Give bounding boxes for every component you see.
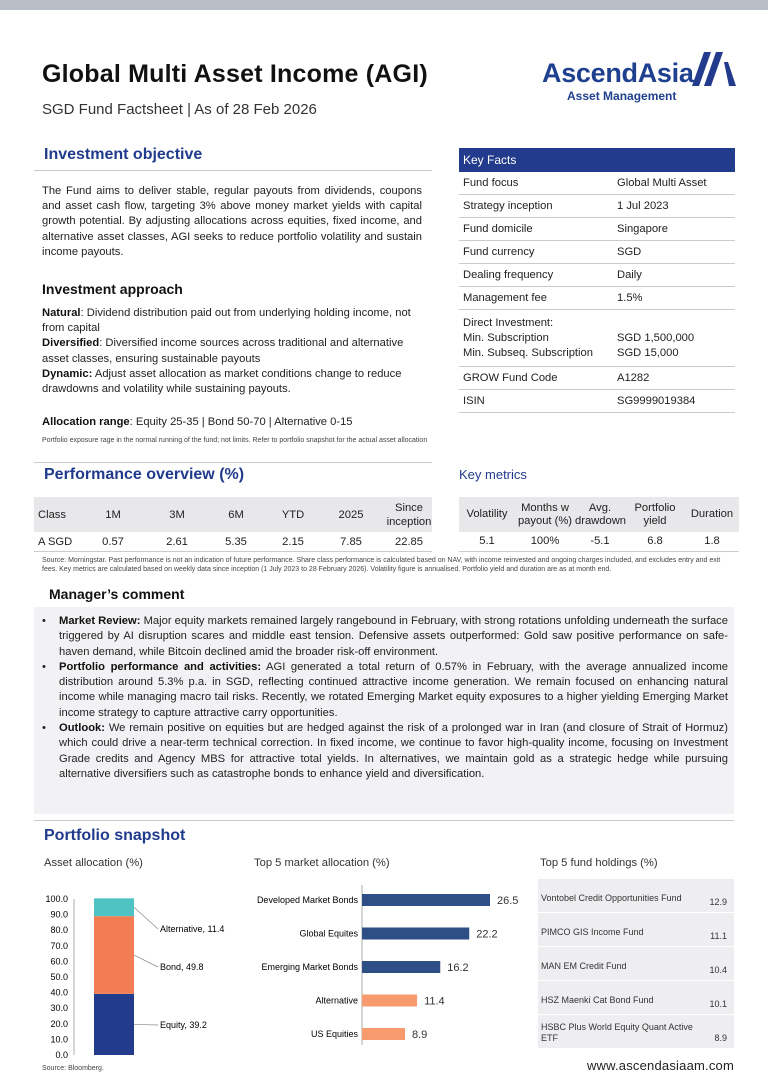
holding-value: 12.9 (709, 897, 727, 907)
table-cell: A SGD (38, 535, 73, 548)
top-bar (0, 0, 768, 10)
y-tick-label: 50.0 (50, 972, 68, 982)
approach-label: Diversified (42, 337, 100, 350)
y-tick-label: 70.0 (50, 940, 68, 951)
key-metrics-heading: Key metrics (459, 467, 527, 482)
fact-key: Strategy inception (463, 200, 553, 212)
asset-allocation-title: Asset allocation (%) (44, 857, 143, 869)
company-logo (540, 50, 740, 110)
logo-subtitle: Asset Management (567, 89, 677, 103)
fund-holdings-table (538, 879, 734, 1049)
approach-label: Natural (42, 307, 81, 319)
table-row (538, 1015, 734, 1049)
y-tick-label: 20.0 (50, 1018, 68, 1029)
source-note: Source: Morningstar. Past performance is not an indication of future performance. Share class performance is calculated based on NAV, with income reinvested and ongoing charges included, and excludes entry and exit fees. Key metrics are calculated based on weekly data since inception (1 July 2023 to 28 February 2026). Volatility figure is annualised. Portfolio yield and duration are as at month end. (42, 557, 721, 573)
approach-text: : Diversified income sources across traditional and alternative asset classes, ensuring sustainable payouts (42, 337, 404, 365)
table-cell: 7.85 (340, 535, 362, 548)
y-tick-label: 40.0 (50, 987, 68, 998)
holding-value: 10.4 (709, 965, 727, 975)
category-label: Emerging Market Bonds (261, 962, 358, 972)
comment-text: We remain positive on equities but are hedged against the risk of a prolonged war in Iran (and closure of Strait of Hormuz) which could drive a near-term technical correction. In fixed income, we continue to favor high-quality income, focusing on Investment Grade credits and Agency MBS for attractive total yields. In alternatives, we maintain gold as a strategic hedge while pursuing alternative diversifiers such as catastrophe bonds to enhance yield and diversification. (59, 722, 728, 780)
table-row (538, 879, 734, 913)
fact-value-line: SGD 15,000 (617, 347, 679, 359)
column-header: Months w payout (%) (517, 501, 573, 527)
table-cell: 100% (530, 535, 560, 547)
column-header: Avg. drawdown (575, 501, 626, 527)
table-cell: 2.61 (166, 535, 188, 548)
fact-value: 1 Jul 2023 (617, 200, 669, 212)
comment-label: Outlook: (59, 722, 105, 735)
table-row (459, 264, 735, 287)
data-label: 22.2 (476, 928, 498, 941)
approach-heading: Investment approach (42, 281, 183, 297)
holding-value: 8.9 (714, 1033, 727, 1043)
fact-key: Dealing frequency (463, 269, 554, 281)
list-item (42, 660, 728, 721)
bar-segment-alternative (94, 898, 134, 916)
column-header: Portfolio yield (634, 501, 676, 527)
table-cell: 5.1 (479, 535, 495, 547)
market-allocation-title: Top 5 market allocation (%) (254, 857, 390, 869)
key-metrics-table (459, 497, 739, 552)
table-row (459, 218, 735, 241)
fact-value: Daily (617, 269, 642, 281)
leader-line (134, 955, 158, 967)
table-cell: 1.8 (704, 535, 720, 547)
comment-text: Major equity markets remained largely rangebound in February, with strong rotations unfolding underneath the surface triggered by AI disruption scares and middle east tension. Defensive assets outperformed: Gold saw positive performance on safe-haven demand, while Bitcoin declined amid the broader risk-off environment. (59, 615, 728, 658)
table-row (538, 981, 734, 1015)
fact-key: Fund currency (463, 246, 535, 258)
fact-key (459, 316, 613, 361)
bar (362, 961, 440, 973)
fact-value: SGD (617, 246, 642, 258)
divider (34, 462, 432, 463)
column-header: 1M (105, 508, 121, 521)
y-tick-label: 100.0 (45, 894, 68, 904)
table-cell: 0.57 (102, 535, 124, 548)
y-tick-label: 80.0 (50, 925, 68, 936)
fact-value: A1282 (617, 372, 650, 384)
table-cell: 5.35 (225, 535, 247, 548)
bar (362, 995, 417, 1007)
comment-text: AGI generated a total return of 0.57% in February, with the average annualized income distribution around 5.3% p.a. in SGD, reflecting continued attractive income generation. We remain focused on enhancing natural income while managing macro tail risks. Recently, we rotated Emerging Market equity exposures to a higher yielding Emerging Market income strategy to capture attractive carry opportunities. (59, 660, 728, 719)
y-tick-label: 0.0 (55, 1050, 68, 1060)
manager-comment-list (42, 614, 728, 782)
bar-segment-bond (94, 916, 134, 994)
bar-segment-equity (94, 994, 134, 1055)
fact-key-line: Min. Subscription (463, 332, 549, 344)
table-row (459, 532, 739, 552)
market-allocation-chart (248, 885, 530, 1055)
table-row (459, 241, 735, 264)
table-row (459, 390, 735, 413)
approach-text: Adjust asset allocation as market conditions change to reduce drawdowns and volatility while sustaining payouts. (42, 367, 402, 396)
table-cell: 2.15 (282, 535, 304, 548)
page-title: Global Multi Asset Income (AGI) (42, 60, 428, 88)
key-facts-table (459, 148, 735, 413)
y-tick-label: 10.0 (50, 1034, 68, 1045)
manager-heading: Manager’s comment (49, 586, 185, 602)
performance-heading: Performance overview (%) (44, 466, 245, 483)
fact-key-line: Direct Investment: (463, 317, 554, 329)
table-row (538, 947, 734, 981)
allocation-text: : Equity 25-35 | Bond 50-70 | Alternative 0-15 (129, 416, 353, 428)
fact-key: Fund focus (463, 177, 519, 189)
table-cell: 22.85 (395, 535, 423, 548)
table-row (459, 195, 735, 218)
page-subtitle: SGD Fund Factsheet | As of 28 Feb 2026 (42, 101, 317, 118)
holding-name: HSBC Plus World Equity Quant Active ETF (541, 1022, 693, 1043)
category-label: US Equities (310, 1029, 358, 1039)
approach-item (42, 306, 426, 336)
bar (362, 894, 490, 906)
column-header: 2025 (338, 508, 364, 521)
category-label: Global Equites (299, 928, 358, 939)
column-header: Duration (690, 508, 734, 520)
bar (362, 1028, 405, 1040)
y-tick-label: 60.0 (50, 956, 68, 967)
table-header (34, 497, 432, 532)
allocation-note: Portfolio exposure rage in the normal running of the fund; not limits. Refer to portfolio snapshot for the actual asset allocation (42, 437, 428, 444)
data-label: 26.5 (497, 895, 519, 907)
table-row (459, 367, 735, 390)
column-header: Volatility (466, 508, 508, 520)
approach-item (42, 336, 426, 366)
column-header: YTD (281, 508, 305, 521)
holding-name: HSZ Maenki Cat Bond Fund (541, 995, 654, 1005)
objective-text: The Fund aims to deliver stable, regular payouts from dividends, coupons and asset cash flow, targeting 3% above money market yields with capital growth potential. By adjusting allocations across equities, fixed income, and alternative asset classes, AGI seeks to reduce portfolio volatility and sustain income payouts. (42, 185, 422, 258)
logo-name: AscendAsia (542, 58, 694, 88)
key-facts-heading: Key Facts (459, 148, 735, 172)
fact-key: Management fee (463, 292, 547, 304)
table-cell: -5.1 (590, 535, 610, 547)
asset-source: Source: Bloomberg. (42, 1065, 104, 1072)
list-item (42, 721, 728, 782)
allocation-range (42, 415, 432, 430)
category-label: Alternative (315, 995, 358, 1006)
data-label: 16.2 (447, 962, 469, 974)
logo-mark-icon (692, 52, 738, 88)
fact-key: Fund domicile (463, 223, 533, 235)
approach-text: : Dividend distribution paid out from underlying holding income, not from capital (42, 307, 411, 335)
table-row (538, 913, 734, 947)
data-label: Equity, 39.2 (160, 1020, 207, 1030)
allocation-label: Allocation range (42, 416, 130, 428)
data-label: Alternative, 11.4 (160, 924, 225, 934)
approach-label: Dynamic: (42, 367, 93, 380)
list-item (42, 614, 728, 660)
column-header: Since inception (386, 501, 432, 528)
table-cell: 6.8 (647, 535, 663, 547)
holding-name: PIMCO GIS Income Fund (541, 927, 644, 937)
table-row (459, 310, 735, 367)
fact-value: SG9999019384 (617, 395, 696, 407)
fact-value-line: SGD 1,500,000 (617, 332, 695, 344)
divider (34, 820, 734, 821)
leader-line (134, 907, 158, 929)
table-row (459, 287, 735, 310)
comment-label: Market Review: (59, 615, 141, 627)
data-label: 8.9 (411, 1029, 428, 1041)
holding-name: MAN EM Credit Fund (541, 961, 627, 971)
fact-value: Global Multi Asset (617, 177, 707, 189)
leader-line (134, 1024, 158, 1025)
approach-list (42, 306, 426, 397)
data-label: 11.4 (424, 995, 445, 1008)
y-tick-label: 90.0 (50, 909, 68, 920)
fact-key: GROW Fund Code (463, 372, 558, 384)
divider (34, 170, 432, 171)
comment-label: Portfolio performance and activities: (59, 660, 262, 673)
fact-value: 1.5% (617, 292, 643, 304)
holding-value: 10.1 (709, 999, 727, 1009)
performance-table (34, 497, 432, 552)
asset-allocation-chart (34, 885, 246, 1075)
table-row (34, 532, 432, 552)
fund-holdings-title: Top 5 fund holdings (%) (540, 857, 658, 869)
category-label: Developed Market Bonds (256, 895, 358, 905)
holding-value: 11.1 (710, 931, 727, 941)
table-row (459, 172, 735, 195)
fact-key: ISIN (463, 395, 485, 407)
data-label: Bond, 49.8 (160, 962, 204, 972)
fact-key-line: Min. Subseq. Subscription (463, 347, 593, 359)
column-header: Class (38, 508, 66, 521)
snapshot-heading: Portfolio snapshot (44, 827, 186, 844)
objective-heading: Investment objective (44, 146, 203, 163)
column-header: 3M (169, 508, 185, 521)
approach-item (42, 367, 426, 397)
fact-value: Singapore (617, 223, 669, 235)
y-tick-label: 30.0 (50, 1003, 68, 1014)
footer-url[interactable]: www.ascendasiaam.com (586, 1058, 734, 1073)
table-header (459, 497, 739, 532)
fact-value (613, 316, 735, 361)
bar (362, 928, 469, 940)
column-header: 6M (228, 508, 244, 521)
holding-name: Vontobel Credit Opportunities Fund (541, 893, 682, 903)
